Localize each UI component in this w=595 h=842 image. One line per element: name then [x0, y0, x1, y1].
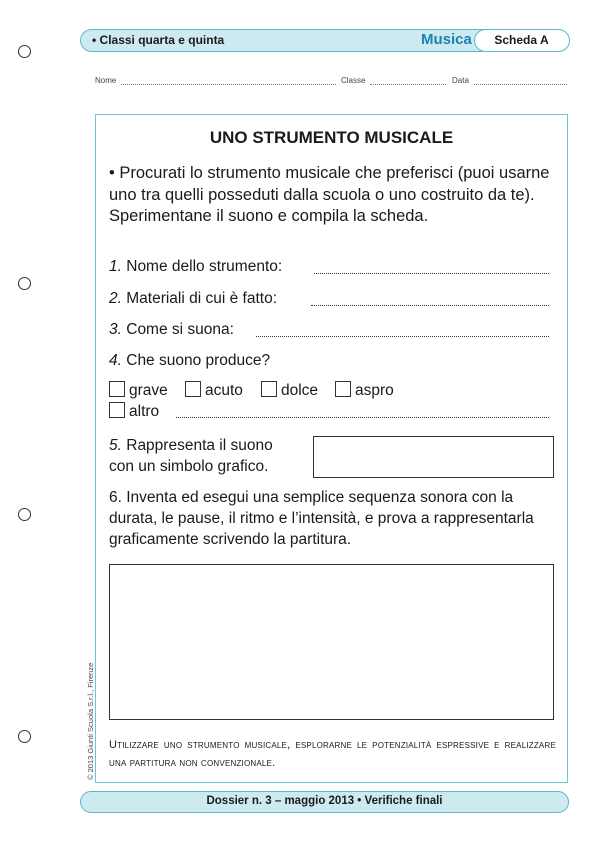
option-aspro-label: aspro [355, 382, 394, 399]
question-3 [109, 321, 234, 339]
question-6-text: Inventa ed esegui una semplice sequenza sonora con la durata, le pause, il ritmo e l’intensità, e prova a rappresentarla graficamente scrivendo la partitura. [109, 489, 534, 548]
question-5 [109, 435, 273, 477]
binder-hole-4 [18, 730, 31, 743]
header-subject: Musica [421, 31, 472, 48]
worksheet-title: UNO STRUMENTO MUSICALE [209, 128, 454, 147]
score-drawing-box[interactable] [109, 564, 554, 720]
checkbox-dolce[interactable] [261, 381, 277, 397]
question-4-text: Che suono produce? [121, 352, 271, 369]
question-4-number: 4. [109, 352, 122, 369]
student-info-row [95, 76, 567, 88]
option-altro-label: altro [129, 403, 160, 420]
checkbox-altro[interactable] [109, 402, 125, 418]
question-2-number: 2. [109, 290, 122, 307]
checkbox-aspro[interactable] [335, 381, 351, 397]
worksheet-intro: • Procurati lo strumento musicale che preferisci (puoi usarne uno tra quelli posseduti dalla scuola o uno costruito da te). Sperimentane il suono e compila la scheda. [109, 164, 550, 225]
option-acuto [185, 381, 243, 400]
question-3-number: 3. [109, 321, 122, 338]
option-acuto-label: acuto [205, 382, 243, 399]
question-1-answer-line[interactable] [314, 273, 549, 274]
question-3-text: Come si suona: [121, 321, 234, 338]
option-aspro [335, 381, 394, 400]
binder-hole-3 [18, 508, 31, 521]
question-5-text-line2: con un simbolo grafico. [109, 458, 269, 475]
header-sheet-label: Scheda A [474, 29, 570, 52]
option-dolce-label: dolce [281, 382, 319, 399]
learning-objective: Utilizzare uno strumento musicale, esplorarne le potenzialità espressive e realizzare una partitura non convenzionale. [109, 739, 556, 769]
option-grave [109, 381, 168, 400]
question-6-number: 6. [109, 489, 122, 506]
question-2 [109, 290, 277, 308]
symbol-drawing-box[interactable] [313, 436, 554, 478]
class-field[interactable] [370, 84, 446, 85]
option-grave-label: grave [129, 382, 168, 399]
question-2-text: Materiali di cui è fatto: [121, 290, 278, 307]
question-5-text-line1: Rappresenta il suono [121, 437, 273, 454]
footer-bar: Dossier n. 3 – maggio 2013 • Verifiche finali [80, 791, 569, 813]
option-dolce [261, 381, 318, 400]
checkbox-grave[interactable] [109, 381, 125, 397]
header-classes: • Classi quarta e quinta [92, 33, 225, 47]
question-5-number: 5. [109, 437, 122, 454]
name-field[interactable] [121, 84, 336, 85]
question-1 [109, 258, 282, 276]
copyright-notice: © 2013 Giunti Scuola S.r.l., Firenze [86, 662, 95, 780]
date-label: Data [452, 76, 469, 85]
option-altro-answer-line[interactable] [176, 417, 549, 418]
checkbox-acuto[interactable] [185, 381, 201, 397]
question-2-answer-line[interactable] [311, 305, 549, 306]
worksheet-box [95, 114, 568, 783]
binder-hole-1 [18, 45, 31, 58]
binder-hole-2 [18, 277, 31, 290]
question-1-number: 1. [109, 258, 122, 275]
name-label: Nome [95, 76, 117, 85]
question-4 [109, 352, 270, 370]
question-6 [109, 487, 559, 550]
option-altro [109, 402, 159, 421]
class-label: Classe [341, 76, 366, 85]
date-field[interactable] [474, 84, 567, 85]
question-1-text: Nome dello strumento: [121, 258, 283, 275]
question-3-answer-line[interactable] [256, 336, 549, 337]
header-bar [80, 29, 569, 52]
